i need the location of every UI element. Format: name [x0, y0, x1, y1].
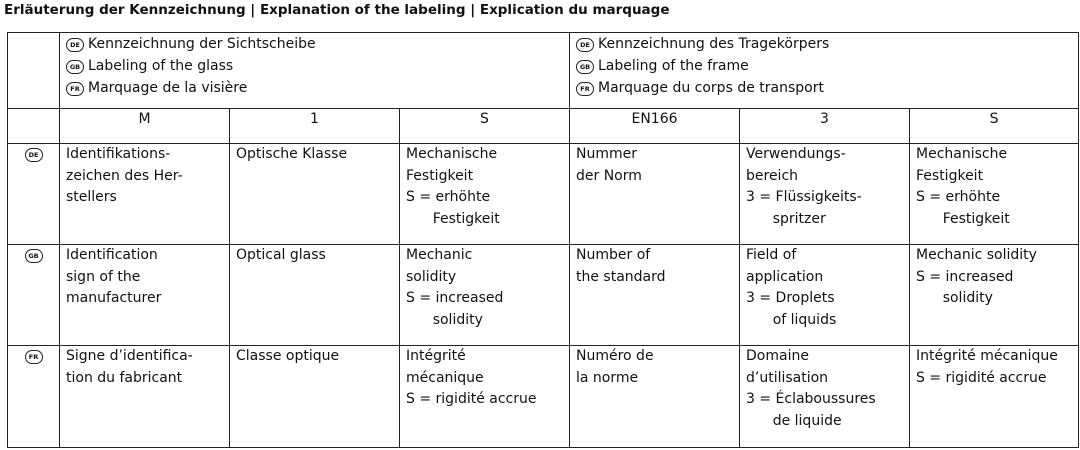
cell-line: tion du fabricant	[66, 369, 183, 386]
cell-line: manufacturer	[66, 290, 162, 306]
cell-line: zeichen des Her-	[66, 167, 183, 184]
row-language-cell	[8, 144, 60, 245]
cell-line: la norme	[576, 369, 639, 386]
header-line	[66, 33, 563, 55]
cell-line: Festigkeit	[406, 210, 500, 227]
table-cell	[910, 144, 1079, 245]
cell-line: Field of	[746, 247, 797, 263]
header-row	[8, 33, 1079, 109]
header-text: Marquage du corps de transport	[598, 80, 824, 96]
code-cell: S	[910, 109, 1079, 144]
cell-line: spritzer	[746, 210, 826, 227]
header-text: Kennzeichnung der Sichtscheibe	[88, 36, 316, 52]
table-cell	[60, 144, 230, 245]
header-line	[66, 77, 563, 99]
table-cell	[570, 245, 740, 346]
fr-icon: FR	[25, 350, 43, 364]
cell-line: S = increased	[916, 268, 1014, 285]
row-gb	[8, 245, 1079, 346]
table-cell	[570, 346, 740, 448]
table-cell	[230, 346, 400, 448]
table-cell	[60, 346, 230, 448]
cell-line: Festigkeit	[406, 167, 474, 184]
cell-line: the standard	[576, 268, 666, 285]
header-text: Labeling of the glass	[88, 58, 234, 74]
table-cell	[740, 144, 910, 245]
cell-line: Domaine	[746, 348, 809, 364]
header-line	[576, 77, 1072, 99]
cell-line: Mechanische	[406, 146, 498, 162]
table-cell	[230, 245, 400, 346]
header-line	[576, 33, 1072, 55]
cell-line: Intégrité mécanique	[916, 348, 1058, 364]
cell-line: Identifikations-	[66, 146, 171, 162]
cell-line: Optical glass	[236, 247, 326, 263]
code-row	[8, 109, 1079, 144]
gb-icon: GB	[576, 60, 594, 74]
table-cell	[910, 346, 1079, 448]
table-cell	[400, 346, 570, 448]
glass-header	[60, 33, 570, 109]
cell-line: Mechanic solidity	[916, 247, 1037, 263]
cell-line: of liquids	[746, 311, 837, 328]
cell-line: Signe d’identifica-	[66, 348, 193, 364]
cell-line: mécanique	[406, 369, 484, 386]
table-cell	[400, 245, 570, 346]
code-cell: 1	[230, 109, 400, 144]
corner-cell	[8, 33, 60, 109]
header-text: Labeling of the frame	[598, 58, 749, 74]
cell-line: solidity	[406, 311, 483, 328]
header-text: Kennzeichnung des Tragekörpers	[598, 36, 830, 52]
code-cell: EN166	[570, 109, 740, 144]
table-cell	[60, 245, 230, 346]
cell-line: solidity	[406, 268, 457, 285]
header-line	[576, 55, 1072, 77]
cell-line: Classe optique	[236, 348, 340, 364]
cell-line: 3 = Droplets	[746, 290, 835, 306]
marking-table	[7, 32, 1079, 448]
row-language-cell	[8, 245, 60, 346]
cell-line: S = rigidité accrue	[406, 391, 537, 407]
header-text: Marquage de la visière	[88, 80, 248, 96]
cell-line: de liquide	[746, 412, 842, 429]
cell-line: Identification	[66, 247, 158, 263]
cell-line: Numéro de	[576, 348, 654, 364]
cell-line: sign of the	[66, 268, 141, 285]
table-cell	[570, 144, 740, 245]
code-cell: 3	[740, 109, 910, 144]
header-line	[66, 55, 563, 77]
cell-line: Mechanic	[406, 247, 473, 263]
de-icon: DE	[576, 38, 594, 52]
page-title: Erläuterung der Kennzeichnung | Explanation of the labeling | Explication du marquage	[4, 2, 670, 18]
fr-icon: FR	[66, 82, 84, 96]
code-cell: M	[60, 109, 230, 144]
de-icon: DE	[66, 38, 84, 52]
cell-line: 3 = Éclaboussures	[746, 391, 876, 407]
table-cell	[740, 346, 910, 448]
gb-icon: GB	[66, 60, 84, 74]
cell-line: Mechanische	[916, 146, 1008, 162]
cell-line: S = erhöhte	[916, 189, 1001, 205]
cell-line: application	[746, 268, 824, 285]
cell-line: solidity	[916, 290, 993, 306]
fr-icon: FR	[576, 82, 594, 96]
cell-line: stellers	[66, 189, 117, 205]
cell-line: Optische Klasse	[236, 146, 348, 162]
code-cell: S	[400, 109, 570, 144]
table-cell	[230, 144, 400, 245]
frame-header	[570, 33, 1079, 109]
de-icon: DE	[25, 148, 43, 162]
cell-line: 3 = Flüssigkeits-	[746, 189, 862, 205]
cell-line: Festigkeit	[916, 210, 1010, 227]
cell-line: Nummer	[576, 146, 637, 162]
table-cell	[740, 245, 910, 346]
cell-line: Festigkeit	[916, 167, 984, 184]
cell-line: Verwendungs-	[746, 146, 846, 162]
cell-line: d’utilisation	[746, 369, 829, 386]
row-de	[8, 144, 1079, 245]
cell-line: Number of	[576, 247, 651, 263]
code-corner-cell	[8, 109, 60, 144]
table-cell	[400, 144, 570, 245]
cell-line: Intégrité	[406, 348, 466, 364]
row-language-cell	[8, 346, 60, 448]
gb-icon: GB	[25, 249, 43, 263]
table-cell	[910, 245, 1079, 346]
cell-line: S = increased	[406, 290, 504, 306]
cell-line: S = erhöhte	[406, 189, 491, 205]
cell-line: S = rigidité accrue	[916, 369, 1047, 386]
row-fr	[8, 346, 1079, 448]
cell-line: bereich	[746, 167, 799, 184]
cell-line: der Norm	[576, 167, 642, 184]
